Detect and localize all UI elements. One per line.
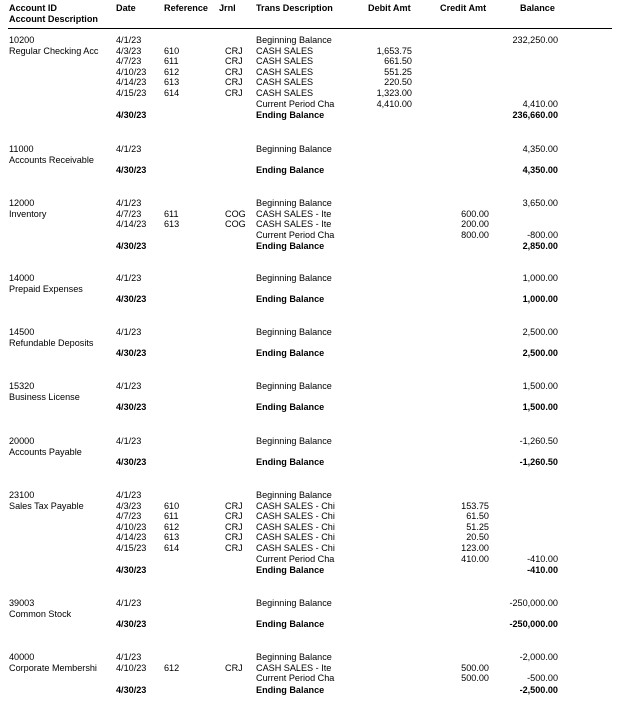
line-trans-description: Beginning Balance [256, 273, 332, 283]
line-date: 4/1/23 [116, 273, 142, 283]
line-trans-description: Ending Balance [256, 241, 325, 252]
line-reference: 613 [164, 77, 180, 88]
header-balance: Balance [520, 3, 555, 13]
line-debit-amount: 1,653.75 [376, 45, 412, 56]
line-trans-description: Beginning Balance [256, 144, 332, 154]
line-journal: CRJ [225, 532, 243, 543]
account-id: 11000 [9, 144, 34, 154]
line-date: 4/1/23 [116, 35, 142, 45]
line-balance: 2,500.00 [522, 327, 558, 337]
line-credit-amount: 200.00 [461, 219, 489, 230]
line-balance: 4,350.00 [522, 144, 558, 154]
line-date: 4/30/23 [116, 684, 147, 695]
line-trans-description: Ending Balance [256, 110, 325, 121]
line-date: 4/30/23 [116, 165, 147, 175]
line-balance: -800.00 [527, 229, 558, 240]
line-balance: 4,410.00 [522, 98, 558, 109]
account-description: Prepaid Expenses [9, 283, 83, 294]
line-date: 4/30/23 [116, 565, 147, 576]
line-date: 4/14/23 [116, 219, 147, 230]
line-trans-description: Current Period Cha [256, 98, 335, 109]
line-date: 4/3/23 [116, 500, 142, 511]
line-trans-description: Ending Balance [256, 684, 325, 695]
line-balance: 1,500.00 [522, 381, 558, 391]
line-date: 4/1/23 [116, 598, 142, 608]
line-trans-description: CASH SALES - Chi [256, 532, 335, 543]
line-date: 4/1/23 [116, 327, 142, 337]
account-description: Accounts Receivable [9, 154, 94, 165]
line-date: 4/15/23 [116, 543, 147, 553]
account-description: Accounts Payable [9, 446, 82, 457]
line-journal: CRJ [225, 88, 243, 98]
line-trans-description: CASH SALES - Chi [256, 521, 335, 532]
line-balance: -410.00 [527, 553, 558, 564]
line-date: 4/1/23 [116, 381, 142, 391]
header-jrnl: Jrnl [219, 3, 236, 13]
line-journal: COG [225, 219, 246, 230]
line-journal: CRJ [225, 45, 243, 56]
line-debit-amount: 220.50 [384, 77, 412, 88]
line-credit-amount: 500.00 [461, 673, 489, 684]
line-date: 4/7/23 [116, 208, 142, 219]
header-account-description: Account Description [9, 14, 98, 24]
ending-balance: 2,850.00 [522, 241, 558, 252]
line-credit-amount: 410.00 [461, 553, 489, 564]
line-date: 4/14/23 [116, 532, 147, 543]
line-balance: -1,260.50 [519, 436, 558, 446]
header-credit-amt: Credit Amt [440, 3, 487, 13]
line-journal: COG [225, 208, 246, 219]
line-journal: CRJ [225, 511, 243, 522]
line-balance: -500.00 [527, 673, 558, 684]
account-description: Business License [9, 391, 80, 402]
ending-balance: 236,660.00 [512, 110, 558, 121]
line-date: 4/30/23 [116, 348, 147, 358]
line-trans-description: Ending Balance [256, 457, 325, 467]
line-date: 4/1/23 [116, 144, 142, 154]
line-reference: 614 [164, 88, 180, 98]
line-balance: 232,250.00 [512, 35, 558, 45]
line-journal: CRJ [225, 543, 243, 553]
line-trans-description: Ending Balance [256, 348, 325, 358]
line-reference: 611 [164, 208, 179, 219]
line-journal: CRJ [225, 500, 243, 511]
line-date: 4/1/23 [116, 436, 142, 446]
line-trans-description: CASH SALES - Chi [256, 500, 335, 511]
header-trans-description: Trans Description [256, 3, 333, 13]
line-trans-description: Ending Balance [256, 165, 325, 175]
account-description: Inventory [9, 208, 47, 219]
line-date: 4/30/23 [116, 402, 147, 412]
line-date: 4/7/23 [116, 511, 142, 522]
line-date: 4/30/23 [116, 241, 147, 252]
line-balance: -250,000.00 [509, 598, 558, 608]
line-debit-amount: 1,323.00 [376, 88, 412, 98]
line-date: 4/30/23 [116, 110, 147, 121]
ending-balance: -250,000.00 [509, 619, 558, 629]
line-date: 4/7/23 [116, 56, 142, 67]
account-id: 12000 [9, 198, 35, 208]
line-trans-description: CASH SALES - Ite [256, 219, 332, 230]
line-trans-description: CASH SALES - Chi [256, 511, 335, 522]
line-reference: 611 [164, 511, 179, 522]
line-trans-description: Ending Balance [256, 294, 325, 304]
line-date: 4/10/23 [116, 662, 147, 673]
line-credit-amount: 800.00 [461, 229, 489, 240]
line-trans-description: CASH SALES [256, 77, 314, 88]
line-trans-description: Beginning Balance [256, 436, 332, 446]
line-journal: CRJ [225, 56, 243, 67]
line-date: 4/3/23 [116, 45, 142, 56]
line-credit-amount: 20.50 [466, 532, 489, 543]
line-trans-description: CASH SALES - Chi [256, 543, 335, 553]
account-id: 10200 [9, 35, 35, 45]
account-id: 15320 [9, 381, 35, 391]
line-credit-amount: 500.00 [461, 662, 489, 673]
line-trans-description: CASH SALES [256, 88, 314, 98]
line-trans-description: Beginning Balance [256, 327, 332, 337]
account-description: Refundable Deposits [9, 337, 94, 348]
line-reference: 614 [164, 543, 180, 553]
line-date: 4/1/23 [116, 652, 142, 662]
line-trans-description: Beginning Balance [256, 198, 332, 208]
line-credit-amount: 600.00 [461, 208, 489, 219]
header-reference: Reference [164, 3, 208, 13]
line-journal: CRJ [225, 521, 243, 532]
line-trans-description: Beginning Balance [256, 35, 332, 45]
line-trans-description: Ending Balance [256, 565, 325, 576]
account-description: Sales Tax Payable [9, 500, 84, 511]
line-date: 4/30/23 [116, 457, 147, 467]
line-credit-amount: 61.50 [466, 511, 489, 522]
header-account-id: Account ID [9, 3, 57, 13]
account-id: 40000 [9, 652, 35, 662]
line-date: 4/30/23 [116, 619, 147, 629]
line-trans-description: Beginning Balance [256, 490, 332, 500]
line-reference: 613 [164, 219, 180, 230]
line-balance: 3,650.00 [522, 198, 558, 208]
account-description: Corporate Membershi [9, 662, 97, 673]
line-reference: 612 [164, 662, 180, 673]
account-description: Regular Checking Acc [9, 45, 99, 56]
line-journal: CRJ [225, 662, 243, 673]
line-reference: 612 [164, 521, 180, 532]
line-trans-description: Beginning Balance [256, 598, 332, 608]
header-date: Date [116, 3, 136, 13]
ending-balance: -1,260.50 [519, 457, 558, 467]
line-trans-description: Beginning Balance [256, 652, 332, 662]
line-trans-description: CASH SALES [256, 66, 314, 77]
line-debit-amount: 551.25 [384, 66, 412, 77]
line-trans-description: CASH SALES - Ite [256, 208, 332, 219]
ending-balance: 1,500.00 [522, 402, 558, 412]
line-date: 4/30/23 [116, 294, 147, 304]
line-trans-description: Current Period Cha [256, 553, 335, 564]
line-journal: CRJ [225, 66, 243, 77]
account-id: 20000 [9, 436, 35, 446]
line-debit-amount: 4,410.00 [376, 98, 412, 109]
ending-balance: 2,500.00 [522, 348, 558, 358]
line-credit-amount: 153.75 [461, 500, 489, 511]
ending-balance: 1,000.00 [522, 294, 558, 304]
account-description: Common Stock [9, 608, 72, 619]
line-date: 4/14/23 [116, 77, 147, 88]
line-balance: -2,000.00 [519, 652, 558, 662]
line-reference: 613 [164, 532, 180, 543]
account-id: 39003 [9, 598, 35, 608]
ending-balance: 4,350.00 [522, 165, 558, 175]
line-date: 4/10/23 [116, 66, 147, 77]
line-trans-description: Ending Balance [256, 402, 325, 412]
line-reference: 611 [164, 56, 179, 67]
line-trans-description: Current Period Cha [256, 673, 335, 684]
line-date: 4/1/23 [116, 198, 142, 208]
line-reference: 610 [164, 500, 180, 511]
line-balance: 1,000.00 [522, 273, 558, 283]
line-debit-amount: 661.50 [384, 56, 412, 67]
account-id: 14000 [9, 273, 35, 283]
line-trans-description: Current Period Cha [256, 229, 335, 240]
line-trans-description: Ending Balance [256, 619, 325, 629]
ending-balance: -2,500.00 [519, 684, 558, 695]
line-credit-amount: 51.25 [466, 521, 489, 532]
line-reference: 610 [164, 45, 180, 56]
line-trans-description: Beginning Balance [256, 381, 332, 391]
line-trans-description: CASH SALES - Ite [256, 662, 332, 673]
header-debit-amt: Debit Amt [368, 3, 411, 13]
line-credit-amount: 123.00 [461, 543, 489, 553]
ending-balance: -410.00 [527, 565, 558, 576]
line-date: 4/15/23 [116, 88, 147, 98]
line-journal: CRJ [225, 77, 243, 88]
line-reference: 612 [164, 66, 180, 77]
account-id: 14500 [9, 327, 35, 337]
account-id: 23100 [9, 490, 35, 500]
line-trans-description: CASH SALES [256, 45, 314, 56]
line-date: 4/1/23 [116, 490, 142, 500]
header-rule [8, 28, 612, 29]
line-trans-description: CASH SALES [256, 56, 314, 67]
line-date: 4/10/23 [116, 521, 147, 532]
